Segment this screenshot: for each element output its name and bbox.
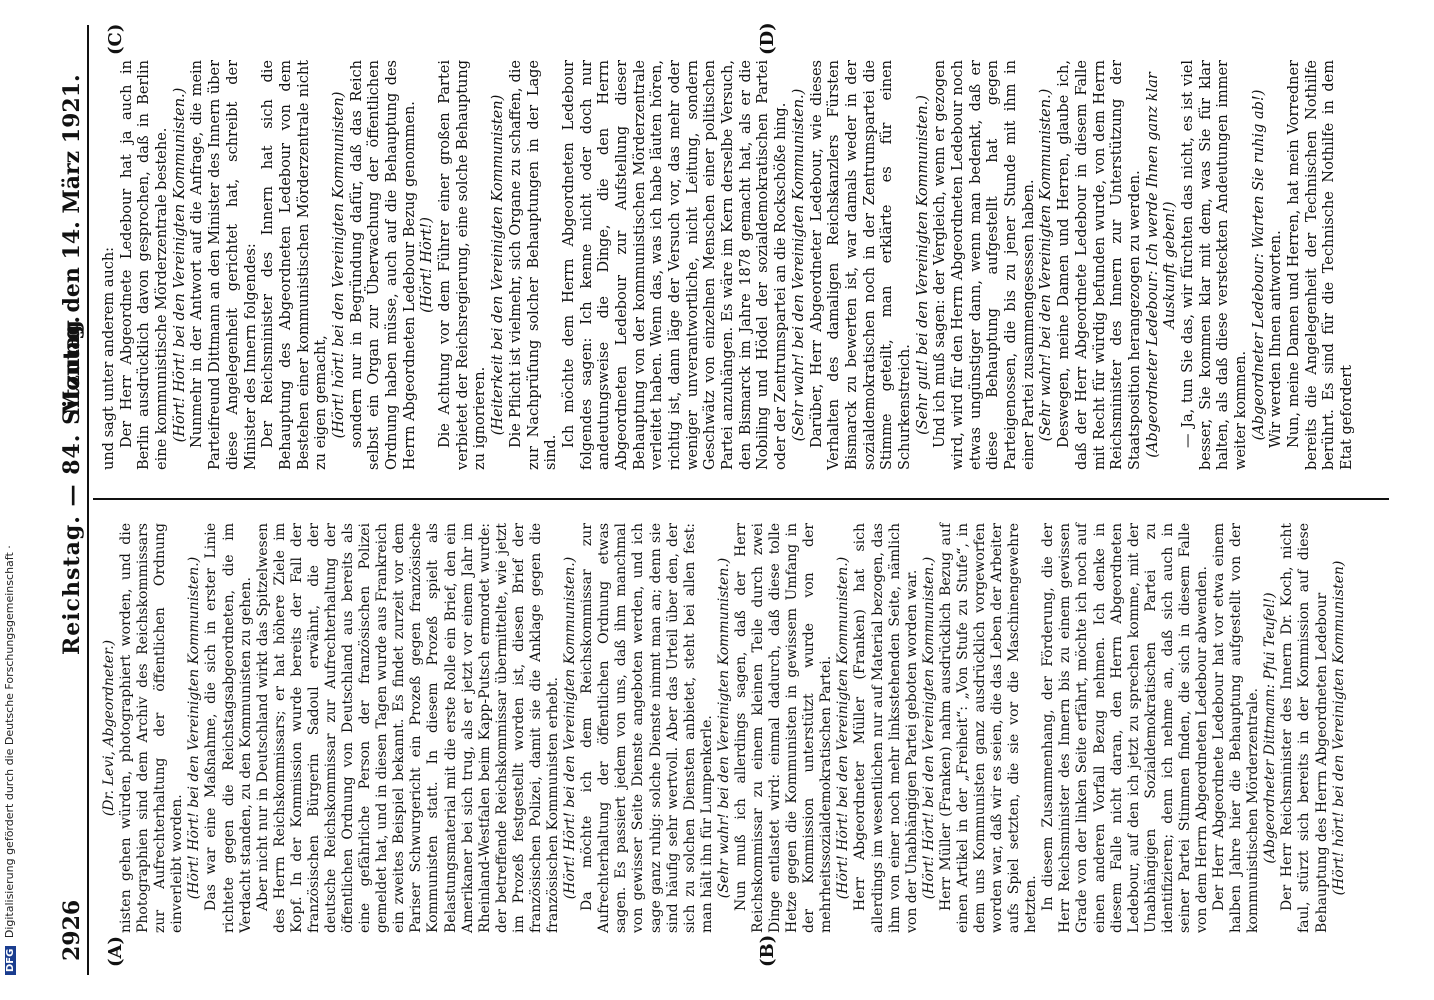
left-text-column [101, 523, 1348, 933]
paragraph: Ich möchte dem Herrn Abgeordneten Ledebour folgendes sagen: Ich kenne nicht oder doch nur andeutungsweise die Dinge, die den Herrn Abgeordneten Ledebour zur Aufstellung dieser Behauptung von der kommunistischen Mörderzentrale verleitet haben. Wenn das, was ich habe läuten hören, richtig ist, dann läge der Versuch vor, das mehr oder weniger unverantwortliche, nicht Leitung, sondern Geschwätz von einzelnen Menschen einer politischen Partei anzuhängen. Es wäre im Kern derselbe Versuch, den Bismarck im Jahre 1878 gemacht hat, als er die Nobiling und Hödel der sozialdemokratischen Partei oder der Zentrumspartei an die Rockschöße hing. [560, 60, 790, 470]
paragraph: Die Pflicht ist vielmehr, sich Organe zu schaffen, die zur Nachprüfung solcher Behauptungen in der Lage sind. [507, 60, 560, 470]
margin-marker-a: (A) [105, 936, 126, 967]
paragraph: Der Herr Abgeordnete Ledebour hat vor etwa einem halben Jahre hier die Behauptung aufgestellt von der kommunistischen Mörderzentrale. [1211, 523, 1262, 933]
paragraph: Der Herr Reichsminister des Innern Dr. Koch, nicht faul, stürzt sich bereits in der Kommission auf diese Behauptung des Herrn Abgeordneten Ledebour [1279, 523, 1330, 933]
interjection: (Abgeordneter Ledebour: Ich werde Ihnen ganz klar Auskunft geben!) [1144, 72, 1179, 458]
right-text-column [101, 60, 1357, 470]
paragraph: Aber nicht nur in Deutschland wirkt das Spitzelwesen des Herrn Reichskommissars; er hat höhere Ziele im Kopf. In der Kommission wurde bereits der Fall der französischen Bürgerin Sadoul erwähnt, die der deutsche Reichskommissar zur Aufrechterhaltung der öffentlichen Ordnung von Deutschland aus bereits als eine gefährliche Person der französischen Polizei gemeldet hat, und in diesen Tagen wurde aus Frankreich ein zweites Beispiel bekannt. Es findet zurzeit vor dem Pariser Schwurgericht ein Prozeß gegen französische Kommunisten statt. In diesem Prozeß spielt als Belastungsmaterial mit die erste Rolle ein Brief, den ein Amerikaner bei sich trug, als er jetzt vor einem Jahr im Rheinland-Westfalen beim Kapp-Putsch ermordet wurde: der betreffende Reichskommissar übermittelte, wie jetzt im Prozeß festgestellt worden ist, diesen Brief der französischen Polizei, damit sie die Anklage gegen die französischen Kommunisten erhebt. [254, 523, 562, 933]
dfg-logo: DFG [5, 946, 16, 975]
paragraph: Deswegen, meine Damen und Herren, glaube ich, daß der Herr Abgeordnete Ledebour in diesem Falle mit Recht für würdig befunden wurde, von dem Herrn Reichsminister des Innern zur Unterstützung der Staatsposition herangezogen zu werden. [1056, 60, 1143, 470]
interjection: (Abgeordneter Ledebour: Warten Sie ruhig ab!) [1250, 89, 1267, 441]
interjection: (Dr. Levi, Abgeordneter.) [101, 639, 117, 817]
paragraph: In diesem Zusammenhang, der Förderung, die der Herr Reichsminister des Innern bis zu einem gewissen Grade von der linken Seite erfährt, möchte ich noch auf einen anderen Vorfall Bezug nehmen. Ich denke in diesem Falle nicht daran, den Herrn Abgeordneten Ledebour, auf den ich jetzt zu sprechen komme, mit der Unabhängigen Sozialdemokratischen Partei zu identifizieren; denn ich nehme an, daß sich auch in seiner Partei Stimmen finden, die sich in diesem Falle von dem Herrn Abgeordneten Ledebour abwenden. [1040, 523, 1210, 933]
paragraph: Herr Müller (Franken) nahm ausdrücklich Bezug auf einen Artikel in der „Freiheit“: „Von Stufe zu Stufe“, in dem uns Kommunisten ganz ausdrücklich vorgeworfen worden war, daß wir es seien, die das Leben der Arbeiter aufs Spiel setzten, die sie vor die Maschinengewehre hetzten. [937, 523, 1040, 933]
paragraph: Darüber, Herr Abgeordneter Ledebour, wie dieses Verhalten des damaligen Reichskanzlers Fürsten Bismarck zu bewerten ist, war damals weder in der sozialdemokratischen noch in der Zentrumspartei die Stimme geteilt, man erklärte es für einen Schurkenstreich. [808, 60, 913, 470]
interjection: (Abgeordneter Dittmann: Pfui Teufel!) [1262, 592, 1279, 864]
paragraph: Nun muß ich allerdings sagen, daß der Herr Reichskommissar zu einem kleinen Teile durch zwei Dinge entlastet wird: einmal dadurch, daß diese tolle Hetze gegen die Kommunisten in gewissem Umfang in der Kommission unterstützt wurde von der mehrheitssozialdemokratischen Partei. [732, 523, 835, 933]
paragraph: Der Herr Abgeordnete Ledebour hat ja auch in Berlin ausdrücklich davon gesprochen, daß in Berlin eine kommunistische Mörderzentrale bestehe. [118, 60, 171, 470]
interjection: (Hört! hört! bei den Vereinigten Kommunisten) [1330, 560, 1347, 896]
interjection: (Hört! Hört! bei den Vereinigten Kommunisten.) [171, 87, 188, 443]
header-date: Montag den 14. März 1921. [59, 74, 85, 415]
header-title: Reichstag. — 84. Sitzung. [59, 314, 85, 655]
paragraph: nisten gehen würden, photographiert worden, und die Photographien sind dem Archiv des Reichskommissars zur Aufrechterhaltung der öffentlichen Ordnung einverleibt worden. [118, 523, 186, 933]
interjection: (Hört! Hört! bei den Vereinigten Kommunisten.) [920, 556, 937, 900]
interjection: (Heiterkeit bei den Vereinigten Kommunisten) [490, 94, 507, 436]
paragraph: Da möchte ich dem Reichskommissar zur Aufrechterhaltung der öffentlichen Ordnung etwas sagen. Es passiert jedem von uns, daß ihm manchmal von gewisser Seite Dienste angeboten werden, und ich sage ganz ruhig: solche Dienste nimmt man an; denn sie sind häufig sehr wertvoll. Aber das Urteil über den, der sich zu solchen Diensten anbietet, steht bei allen fest: man hält ihn für Lumpenkerle. [579, 523, 715, 933]
paragraph: sondern nur in Begründung dafür, daß das Reich selbst ein Organ zur Überwachung der öffentlichen Ordnung haben müsse, auch auf die Behauptung des Herrn Abgeordneten Ledebour Bezug genommen. [348, 60, 418, 470]
interjection: (Sehr wahr! bei den Vereinigten Kommunisten.) [790, 88, 807, 442]
page-number: 2926 [59, 899, 85, 961]
interjection: (Sehr gut! bei den Vereinigten Kommunisten.) [914, 95, 931, 435]
margin-marker-d: (D) [757, 22, 778, 55]
paragraph: Der Reichsminister des Innern hat sich die Behauptung des Abgeordneten Ledebour von dem Bestehen einer kommunistischen Mörderzentrale nicht zu eigen gemacht, [260, 60, 330, 470]
interjection: (Sehr wahr! bei den Vereinigten Kommunisten.) [715, 557, 732, 899]
margin-marker-c: (C) [105, 23, 126, 55]
footer-text: Digitalisierung gefördert durch die Deutsche Forschungsgemeinschaft · [3, 545, 16, 939]
paragraph: Und ich muß sagen: der Vergleich, wenn er gezogen wird, wird für den Herrn Abgeordneten Ledebour noch etwas ungünstiger dann, wenn man bedenkt, daß er diese Behauptung aufgestellt hat gegen Parteigenossen, die bis zu jener Stunde mit ihm in einer Partei zusammengesessen haben. [932, 60, 1037, 470]
interjection: (Hört! Hört!) [419, 217, 436, 313]
interjection: (Hört! Hört! bei den Vereinigten Kommunisten.) [186, 556, 203, 900]
paragraph: Nun, meine Damen und Herren, hat mein Vorredner bereits die Angelegenheit der Technischen Nothilfe berührt. Es sind für die Technische Nothilfe in dem Etat gefordert [1286, 60, 1356, 470]
interjection: (Sehr wahr! bei den Vereinigten Kommunisten.) [1038, 88, 1055, 442]
paragraph: und sagt unter anderem auch: [101, 246, 117, 470]
interjection: (Hört! Hört! bei den Vereinigten Kommunisten.) [562, 556, 579, 900]
page-header [57, 25, 89, 975]
paragraph: Die Achtung vor dem Führer einer großen Partei verbietet der Reichsregierung, eine solche Behauptung zu ignorieren. [437, 60, 489, 470]
paragraph: Das war eine Maßnahme, die sich in erster Linie richtete gegen die Reichstagsabgeordneten, die im Verdacht standen, zu den Kommunisten zu gehen. [203, 523, 254, 933]
rotated-page-content [57, 22, 1397, 975]
interjection: (Hört! Hört! bei den Vereinigten Kommunisten.) [835, 556, 852, 900]
column-divider [93, 498, 1389, 500]
paragraph: Nunmehr in der Antwort auf die Anfrage, die mein Parteifreund Dittmann an den Minister des Innern über diese Angelegenheit gerichtet hat, schreibt der Minister des Innern folgendes: [189, 60, 259, 470]
interjection: (Hört! hört! bei den Vereinigten Kommunisten) [330, 91, 347, 439]
margin-marker-b: (B) [757, 934, 778, 967]
paragraph: Herr Abgeordneter Müller (Franken) hat sich allerdings im wesentlichen nur auf Material bezogen, das ihm von einer noch mehr linksstehenden Seite, nämlich von der Unabhängigen Partei geboten worden war. [852, 523, 920, 933]
paragraph: Wir werden Ihnen antworten. [1268, 230, 1285, 448]
paragraph: — Ja, tun Sie das, wir fürchten das nicht, es ist viel besser, Sie kommen klar mit dem, was Sie für klar halten, als daß diese versteckten Andeutungen immer weiter kommen. [1179, 60, 1249, 470]
